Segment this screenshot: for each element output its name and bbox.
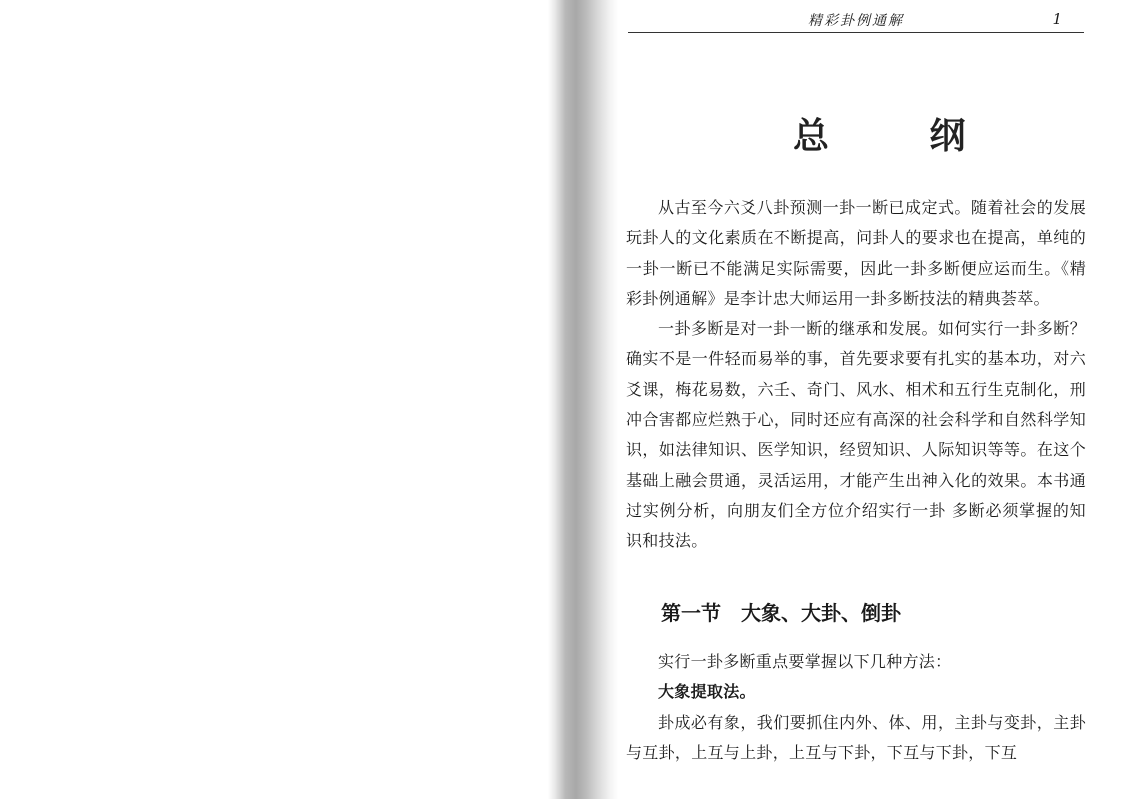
section-title: 第一节 大象、大卦、倒卦 xyxy=(661,601,901,625)
page-number: 1 xyxy=(1052,10,1062,28)
main-body-text xyxy=(626,193,1086,557)
section-intro: 实行一卦多断重点要掌握以下几种方法： xyxy=(658,652,952,671)
chapter-title: 总 纲 xyxy=(793,115,1010,157)
method-text: 卦成必有象，我们要抓住内外、体、用，主卦与变卦，主卦与互卦，上互与上卦，上互与下卦，下互与下卦，下互 xyxy=(626,712,1086,762)
book-gutter-shadow xyxy=(548,0,618,799)
right-page xyxy=(618,0,1130,799)
section-body-text xyxy=(626,647,1086,768)
left-blank-page xyxy=(0,0,560,799)
running-title: 精彩卦例通解 xyxy=(808,13,904,29)
paragraph: 从古至今六爻八卦预测一卦一断已成定式。随着社会的发展玩卦人的文化素质在不断提高，问卦人的要求也在提高，单纯的一卦一断已不能满足实际需要，因此一卦多断便应运而生。《精彩卦例通解》是李计忠大师运用一卦多断技法的精典荟萃。 xyxy=(626,198,1086,308)
method-title: 大象提取法。 xyxy=(658,682,756,702)
running-header xyxy=(628,8,1084,33)
paragraph: 一卦多断是对一卦一断的继承和发展。如何实行一卦多断？确实不是一件轻而易举的事，首先要求要有扎实的基本功，对六爻课，梅花易数，六壬、奇门、风水、相术和五行生克制化，刑冲合害都应烂熟于心，同时还应有高深的社会科学和自然科学知识，如法律知识、医学知识，经贸知识、人际知识等等。在这个基础上融会贯通，灵活运用，才能产生出神入化的效果。本书通过实例分析，向朋友们全方位介绍实行一卦 多断必须掌握的知识和技法。 xyxy=(626,319,1086,551)
